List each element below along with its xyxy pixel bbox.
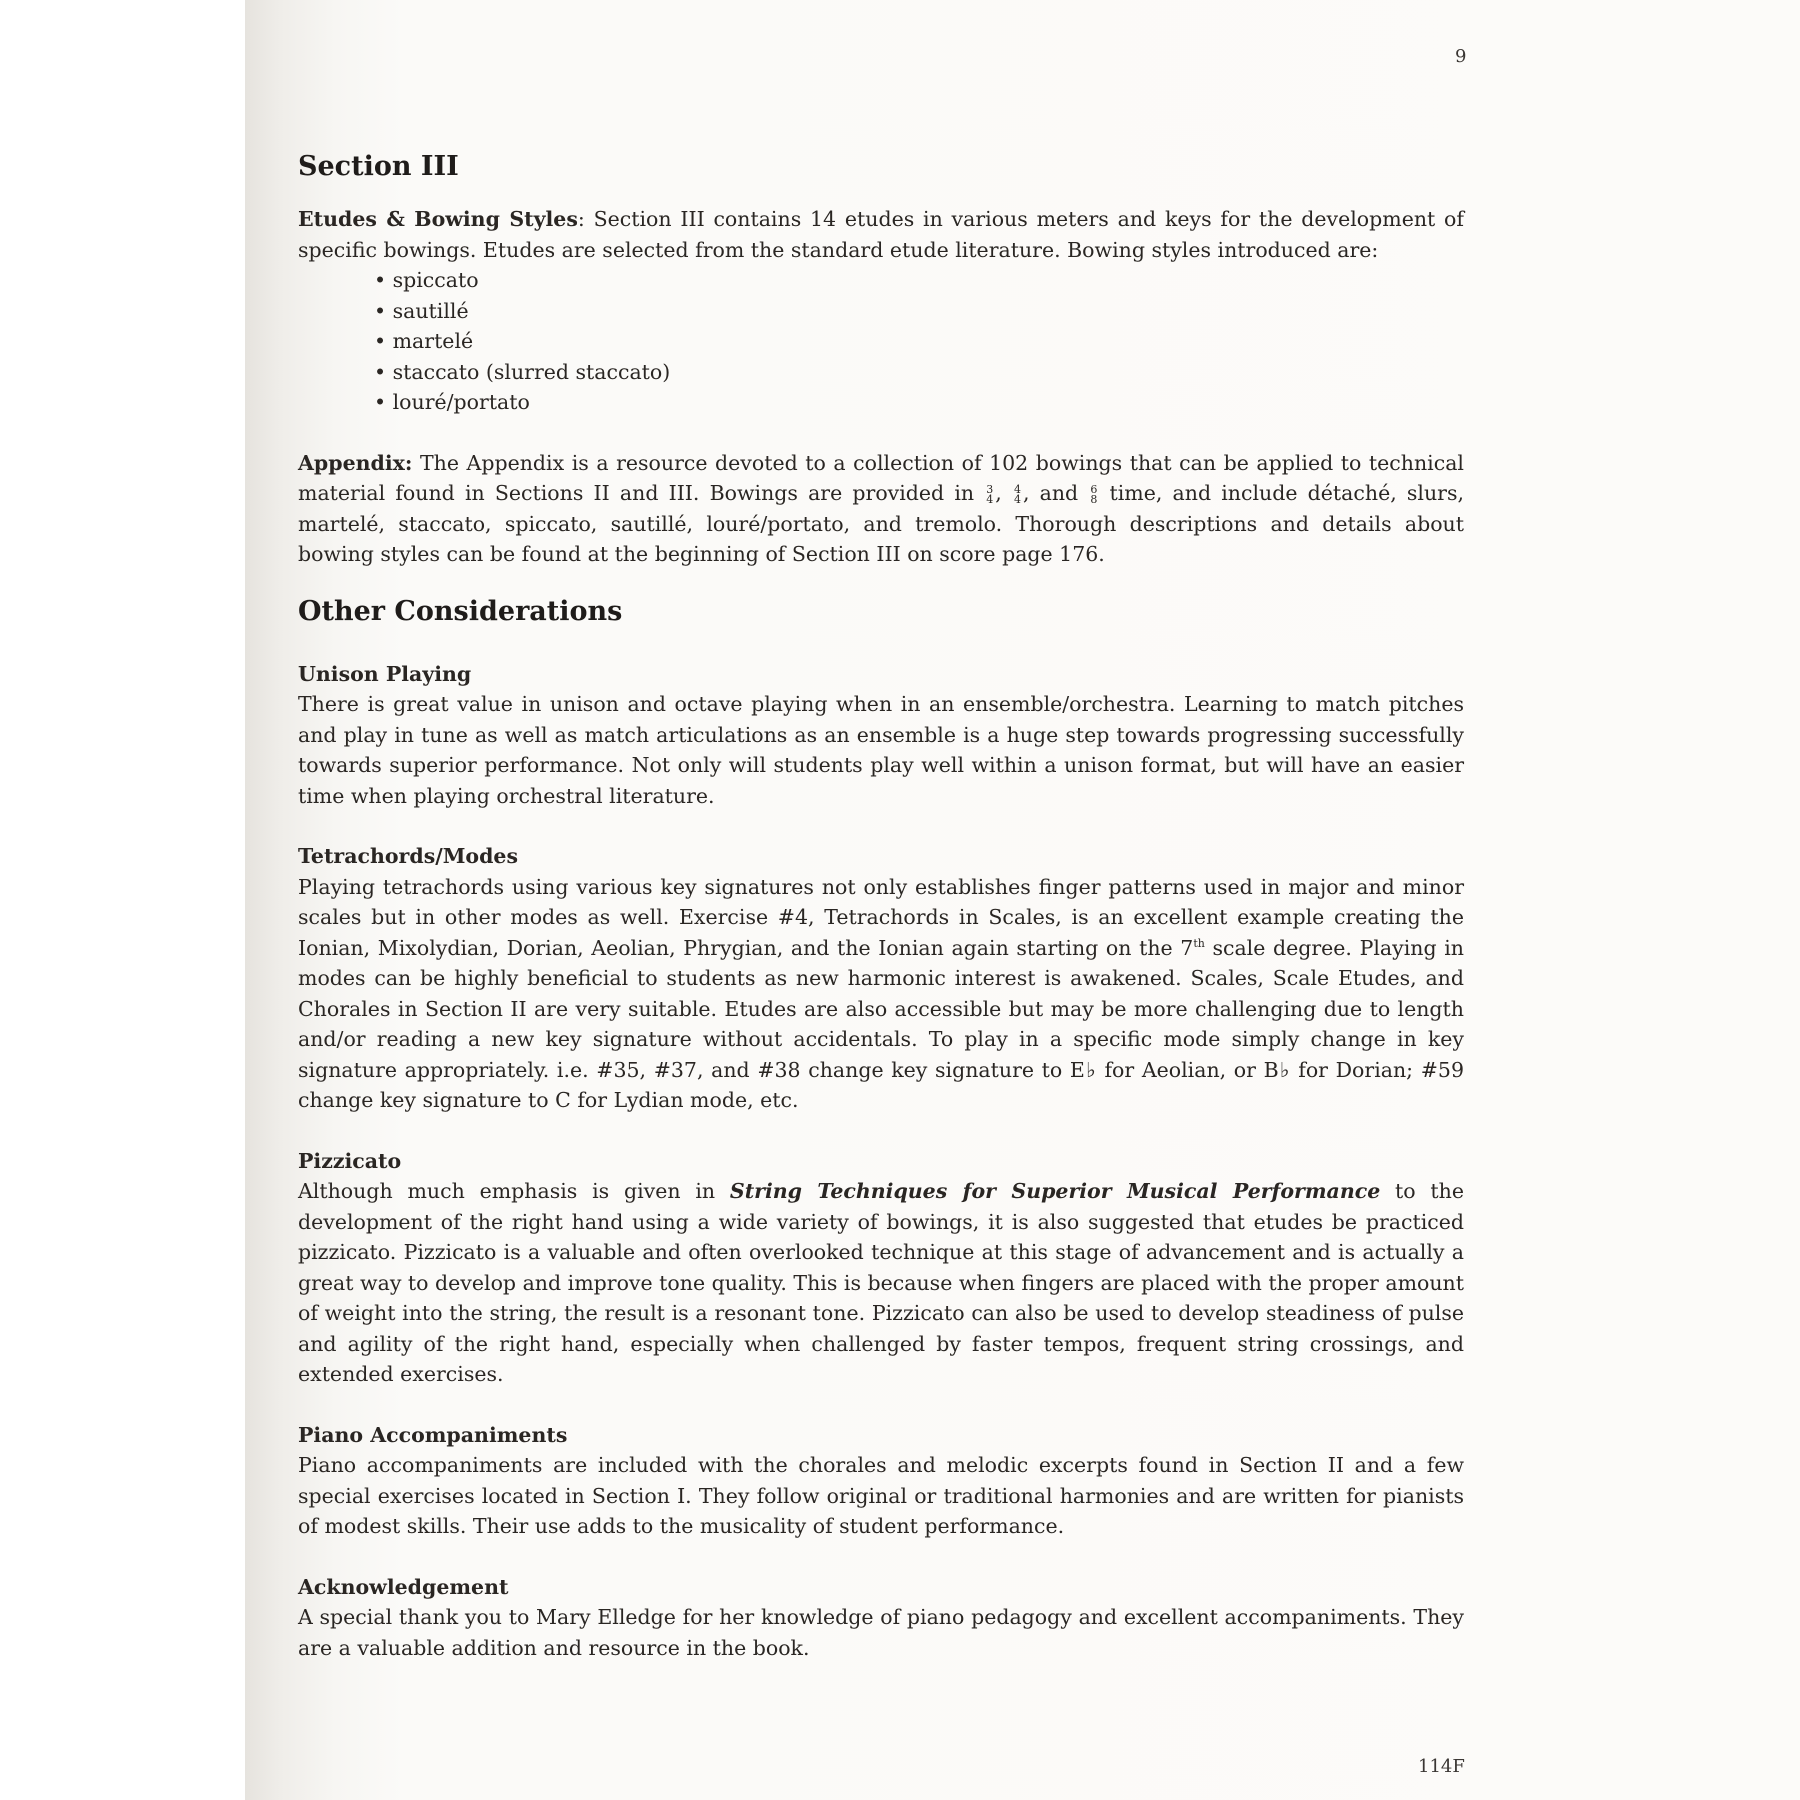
piano-paragraph: Piano accompaniments are included with the chorales and melodic excerpts found in Section II and a few special exercises located in Section I. They follow original or traditional harmonies and are written for pianists of modest skills. Their use adds to the musicality of student performance. [298,1453,1464,1538]
pizzicato-paragraph: Although much emphasis is given in String Techniques for Superior Musical Performance to the development of the right hand using a wide variety of bowings, it is also suggested that etudes be practiced pizzicato. Pizzicato is a valuable and often overlooked technique at this stage of advancement and is actually a great way to develop and improve tone quality. This is because when fingers are placed with the proper amount of weight into the string, the result is a resonant tone. Pizzicato can also be used to develop steadiness of pulse and agility of the right hand, especially when challenged by faster tempos, frequent string crossings, and extended exercises. [298,1179,1464,1386]
tetrachords-paragraph: Playing tetrachords using various key signatures not only establishes finger patterns used in major and minor scales but in other modes as well. Exercise #4, Tetrachords in Scales, is an excellent example creating the Ionian, Mixolydian, Dorian, Aeolian, Phrygian, and the Ionian again starting on the 7th scale degree. Playing in modes can be highly beneficial to students as new harmonic interest is awakened. Scales, Scale Etudes, and Chorales in Section II are very suitable. Etudes are also accessible but may be more challenging due to length and/or reading a new key signature without accidentals. To play in a specific mode simply change in key signature appropriately. i.e. #35, #37, and #38 change key signature to E♭ for Aeolian, or B♭ for Dorian; #59 change key signature to C for Lydian mode, etc. [298,874,1464,1112]
subsection-title: Acknowledgement [298,1574,509,1599]
footer-code: 114F [1418,1756,1465,1777]
acknowledgement-paragraph: A special thank you to Mary Elledge for her knowledge of piano pedagogy and excellent accompaniments. They are a valuable addition and resource in the book. [298,1605,1464,1660]
list-item: • staccato (slurred staccato) [374,359,671,384]
list-item: • martelé [374,329,474,353]
time-signature: 3 4 [986,482,994,506]
section-heading: Other Considerations [298,595,623,627]
subsection-title: Tetrachords/Modes [298,844,519,868]
subsection-title: Piano Accompaniments [298,1422,568,1447]
time-signature: 6 8 [1090,482,1098,506]
etudes-text: : Section III contains 14 etudes in various meters and keys for the development of specific bowings. Etudes are selected from the standard etude literature. Bowing styles introduced are: [298,207,1464,262]
subsection-title: Pizzicato [298,1148,402,1173]
appendix-paragraph: Appendix: The Appendix is a resource devoted to a collection of 102 bowings that can be applied to technical material found in Sections II and III. Bowings are provided in 3 4 , 4 4 , and 6 8 time, and include détaché, slurs, martelé, staccato, spiccato, sautillé, louré/portato, and tremolo. Thorough descriptions and details about bowing styles can be found at the beginning of Section III on score page 176. [298,450,1464,566]
list-item: • sautillé [374,298,469,323]
subsection-title: Unison Playing [298,661,472,686]
book-title: String Techniques for Superior Musical Performance [729,1179,1381,1203]
list-item: • spiccato [374,268,479,292]
appendix-label: Appendix: [298,450,413,475]
etudes-paragraph [298,204,1464,265]
unison-paragraph: There is great value in unison and octave playing when in an ensemble/orchestra. Learning to match pitches and play in tune as well as match articulations as an ensemble is a huge step towards progressing successfully towards superior performance. Not only will students play well within a unison format, but will have an easier time when playing orchestral literature. [298,692,1464,808]
page-content [298,150,1464,1663]
bowing-styles-list [298,265,1464,418]
page-number: 9 [1455,46,1467,67]
time-signature: 4 4 [1013,482,1021,506]
etudes-label: Etudes & Bowing Styles [298,207,578,231]
list-item: • louré/portato [374,390,530,414]
section-heading: Section III [298,151,459,182]
